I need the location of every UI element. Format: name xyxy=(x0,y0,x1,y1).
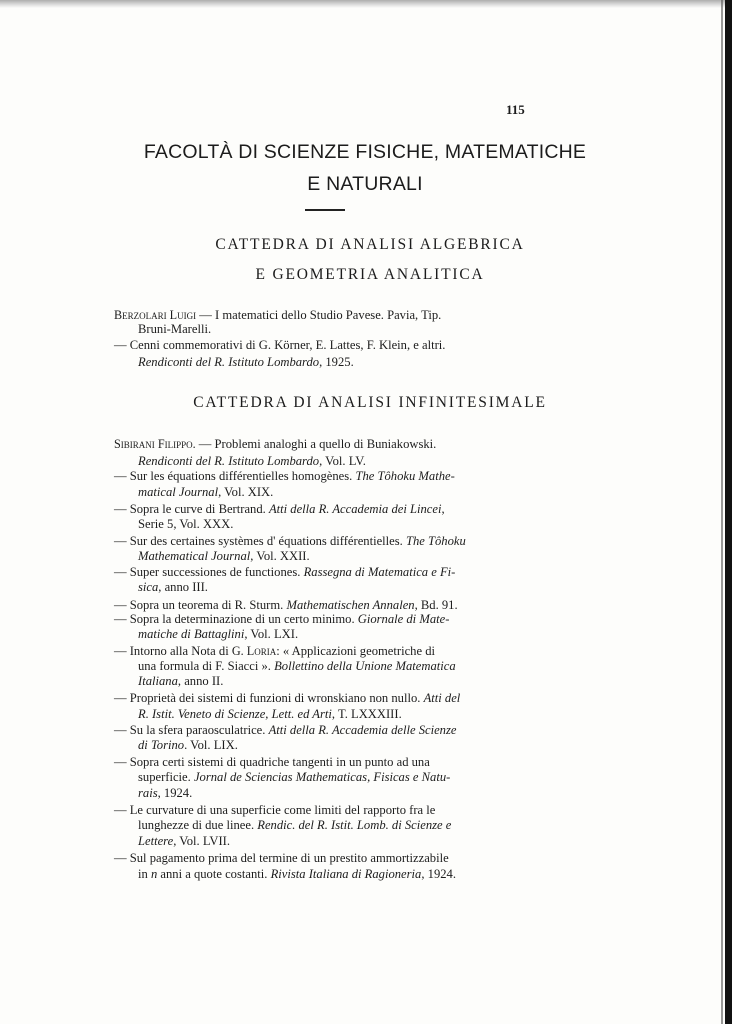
journal-title: matiche di Battaglini xyxy=(138,627,245,641)
entry-line xyxy=(138,835,230,848)
entry-text: — Su la sfera paraosculatrice. xyxy=(114,723,269,737)
entry-text: Bruni-Marelli. xyxy=(138,322,212,336)
entry-text: , T. LXXXIII. xyxy=(331,707,402,721)
entry-line xyxy=(138,581,208,594)
entry-line xyxy=(114,339,445,352)
section-title-algebra-line-1: CATTEDRA DI ANALISI ALGEBRICA xyxy=(215,236,525,253)
journal-title: Rendic. del R. Istit. Lomb. di Scienze e xyxy=(257,818,452,832)
entry-line xyxy=(114,852,449,865)
entry-line xyxy=(114,309,441,322)
entry-text: — Sul pagamento prima del termine di un prestito ammortizzabile xyxy=(114,851,449,865)
entry-line xyxy=(138,787,192,800)
entry-text: , Vol. XIX. xyxy=(218,485,274,499)
entry-author: Sibirani Filippo. xyxy=(114,437,196,451)
journal-title: The Tôhoku xyxy=(405,534,466,548)
entry-line xyxy=(138,356,354,369)
journal-title: n xyxy=(150,867,158,881)
entry-text: . Vol. LIX. xyxy=(184,738,238,752)
entry-line xyxy=(114,470,455,483)
entry-line xyxy=(114,599,458,612)
entry-text: una formula di F. Siacci ». xyxy=(138,659,275,673)
journal-title: Rendiconti del R. Istituto Lombardo xyxy=(138,454,320,468)
entry-text: — Super successiones de functiones. xyxy=(114,565,304,579)
entry-line xyxy=(138,675,223,688)
journal-title: Mathematical Journal xyxy=(138,549,251,563)
entry-line xyxy=(138,455,366,468)
entry-text: anni a quote costanti. xyxy=(157,867,271,881)
entry-text: — Intorno alla Nota di xyxy=(114,644,232,658)
journal-title: di Torino xyxy=(138,738,185,752)
entry-line xyxy=(114,438,436,451)
entry-line xyxy=(114,566,455,579)
journal-title: Jornal de Sciencias Mathematicas, Fisicas e Natu- xyxy=(193,770,451,784)
journal-title: Atti della R. Accademia delle Scienze xyxy=(268,723,457,737)
entry-line xyxy=(138,550,310,563)
entry-text: , xyxy=(441,502,445,516)
entry-text: , Vol. LV. xyxy=(319,454,366,468)
journal-title: Rivista Italiana di Ragioneria xyxy=(270,867,422,881)
entry-line xyxy=(114,756,430,769)
journal-title: Rassegna di Matematica e Fi- xyxy=(303,565,456,579)
faculty-title-line-1: FACOLTÀ DI SCIENZE FISICHE, MATEMATICHE xyxy=(143,141,587,163)
entry-line xyxy=(114,535,466,548)
journal-title: Atti della R. Accademia dei Lincei xyxy=(268,502,442,516)
entry-text: — Proprietà dei sistemi di funzioni di wronskiano non nullo. xyxy=(114,691,424,705)
entry-text: — Sopra le curve di Bertrand. xyxy=(114,502,269,516)
entry-line xyxy=(138,660,456,673)
entry-line xyxy=(138,323,211,336)
entry-line xyxy=(138,518,233,531)
section-title-infinitesimal: CATTEDRA DI ANALISI INFINITESIMALE xyxy=(193,394,547,411)
journal-title: Lettere xyxy=(138,834,174,848)
entry-text: — Sopra la determinazione di un certo minimo. xyxy=(114,612,358,626)
entry-text: , Vol. XXII. xyxy=(250,549,310,563)
entry-text: — Sopra certi sistemi di quadriche tangenti in un punto ad una xyxy=(114,755,430,769)
page-number: 115 xyxy=(506,102,525,117)
faculty-title-line-2: E NATURALI xyxy=(307,173,423,195)
entry-text: — Sur des certaines systèmes d' équations différentielles. xyxy=(114,534,406,548)
journal-title: Giornale di Mate- xyxy=(357,612,450,626)
entry-text: in xyxy=(138,867,151,881)
entry-text: — Le curvature di una superficie come limiti del rapporto fra le xyxy=(114,803,436,817)
journal-title: matical Journal xyxy=(138,485,219,499)
entry-text: , Vol. LVII. xyxy=(173,834,231,848)
journal-title: rais xyxy=(138,786,158,800)
entry-text: , 1924. xyxy=(421,867,456,881)
entry-line xyxy=(114,692,460,705)
journal-title: Rendiconti del R. Istituto Lombardo xyxy=(138,355,320,369)
entry-line xyxy=(138,868,456,881)
journal-title: Bollettino della Unione Matematica xyxy=(274,659,456,673)
entry-text: — Cenni commemorativi di G. Körner, E. Lattes, F. Klein, e altri. xyxy=(114,338,446,352)
entry-text: — I matematici dello Studio Pavese. Pavia, Tip. xyxy=(196,308,442,322)
journal-title: R. Istit. Veneto di Scienze, Lett. ed Arti xyxy=(138,707,332,721)
entry-text: , 1925. xyxy=(319,355,354,369)
entry-line xyxy=(114,503,445,516)
entry-author: Berzolari Luigi xyxy=(114,308,197,322)
entry-text: , Bd. 91. xyxy=(414,598,458,612)
entry-text: — Sopra un teorema di R. Sturm. xyxy=(114,598,287,612)
entry-text: G. Loria xyxy=(231,644,277,658)
entry-line xyxy=(114,804,435,817)
entry-text: — Sur les équations différentielles homogènes. xyxy=(114,469,356,483)
entry-text: , anno III. xyxy=(158,580,208,594)
entry-text: — Problemi analoghi a quello di Buniakowski. xyxy=(195,437,437,451)
entry-line xyxy=(114,613,449,626)
journal-title: sica xyxy=(138,580,159,594)
entry-line xyxy=(138,708,402,721)
entry-text: : « Applicazioni geometriche di xyxy=(276,644,435,658)
journal-title: Italiana xyxy=(138,674,178,688)
entry-text: , 1924. xyxy=(157,786,193,800)
section-title-algebra-line-2: E GEOMETRIA ANALITICA xyxy=(255,266,485,283)
entry-line xyxy=(114,724,456,737)
entry-line xyxy=(138,819,451,832)
journal-title: Atti del xyxy=(423,691,461,705)
entry-text: Serie 5, Vol. XXX. xyxy=(138,517,234,531)
entry-text: superficie. xyxy=(138,770,194,784)
entry-line xyxy=(138,486,273,499)
journal-title: The Tôhoku Mathe- xyxy=(355,469,455,483)
entry-line xyxy=(114,645,435,658)
journal-title: Mathematischen Annalen xyxy=(286,598,415,612)
entry-text: , anno II. xyxy=(177,674,224,688)
entry-text: lunghezze di due linee. xyxy=(138,818,258,832)
entry-text: , Vol. LXI. xyxy=(244,627,299,641)
entry-line xyxy=(138,771,450,784)
entry-line xyxy=(138,628,298,641)
entry-line xyxy=(138,739,238,752)
